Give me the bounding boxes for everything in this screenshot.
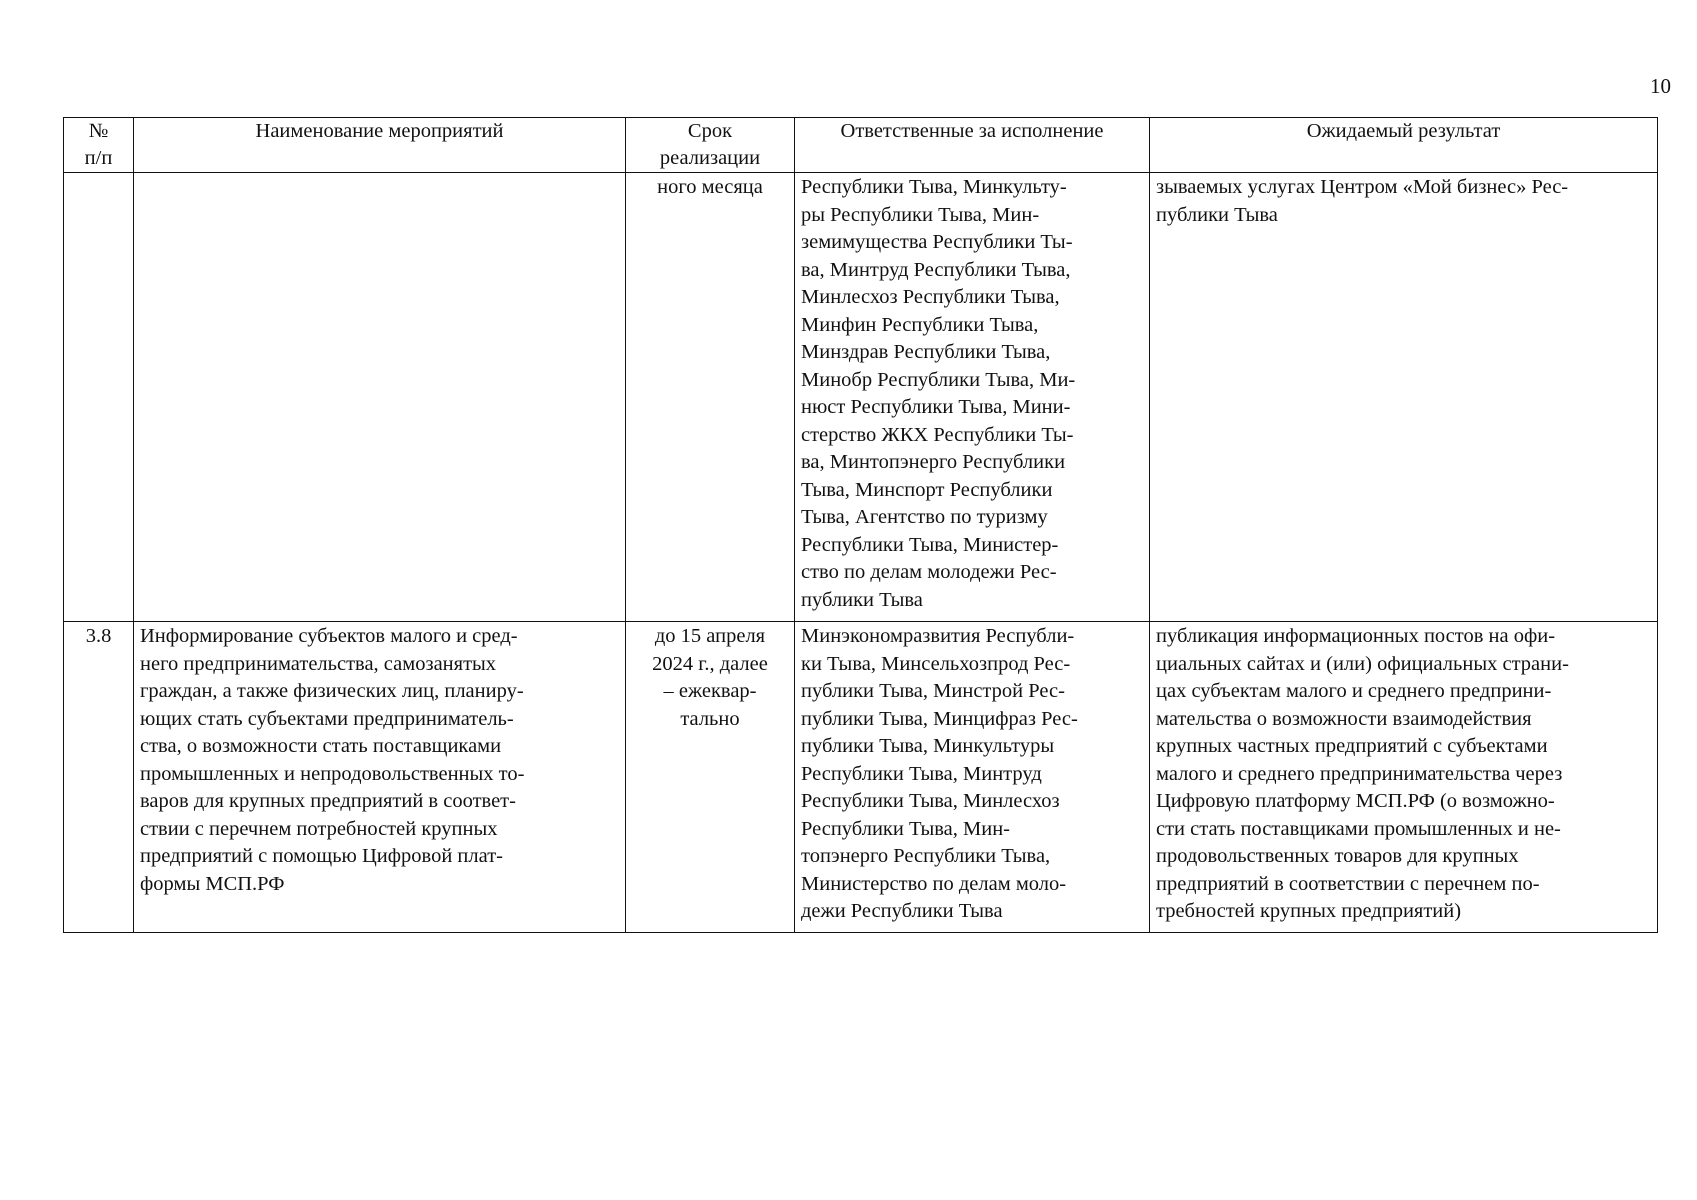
header-term: [626, 118, 795, 173]
cell-result-line: мательства о возможности взаимодействия: [1156, 707, 1532, 730]
cell-responsible-line: Республики Тыва, Мин-: [801, 817, 1010, 840]
header-num: [64, 118, 134, 173]
cell-name-line: Информирование субъектов малого и сред-: [140, 625, 518, 647]
cell-name-line: ствии с перечнем потребностей крупных: [140, 817, 498, 840]
cell-responsible-line: Минфин Республики Тыва,: [801, 313, 1039, 336]
header-num-line: п/п: [84, 147, 113, 169]
cell-result: [1150, 173, 1658, 622]
cell-num: 3.8: [64, 622, 134, 933]
cell-responsible-line: Республики Тыва, Министер-: [801, 533, 1059, 556]
cell-responsible: [795, 622, 1150, 933]
cell-result-line: зываемых услугах Центром «Мой бизнес» Рес-: [1156, 176, 1569, 198]
cell-term-line: 2024 г., далее: [652, 652, 768, 675]
cell-responsible-line: публики Тыва: [801, 588, 923, 611]
cell-result-line: продовольственных товаров для крупных: [1156, 845, 1519, 867]
cell-responsible-line: Министерство по делам моло-: [801, 872, 1067, 895]
cell-responsible-line: ство по делам молодежи Рес-: [801, 561, 1057, 583]
cell-responsible-line: Республики Тыва, Минтруд: [801, 762, 1042, 785]
cell-responsible-line: публики Тыва, Минкультуры: [801, 735, 1055, 757]
cell-name-line: промышленных и непродовольственных то-: [140, 762, 525, 785]
cell-term: [626, 622, 795, 933]
table-row: [64, 622, 1658, 933]
cell-result-line: малого и среднего предпринимательства через: [1156, 762, 1563, 785]
cell-result-line: требностей крупных предприятий): [1156, 900, 1462, 922]
cell-result-line: предприятий в соответствии с перечнем по-: [1156, 872, 1540, 895]
cell-num: [64, 173, 134, 622]
header-row: [64, 118, 1658, 173]
cell-result: [1150, 622, 1658, 933]
cell-responsible-line: Минздрав Республики Тыва,: [801, 341, 1051, 363]
cell-result-line: крупных частных предприятий с субъектами: [1156, 735, 1548, 757]
cell-name-line: ства, о возможности стать поставщиками: [140, 735, 502, 757]
cell-result-line: публики Тыва: [1156, 203, 1278, 226]
cell-term-line: до 15 апреля: [654, 625, 766, 647]
cell-responsible-line: публики Тыва, Минцифраз Рес-: [801, 707, 1078, 730]
cell-responsible-line: публики Тыва, Минстрой Рес-: [801, 680, 1065, 702]
cell-name-line: него предпринимательства, самозанятых: [140, 652, 497, 675]
cell-responsible-line: Минобр Республики Тыва, Ми-: [801, 368, 1076, 391]
cell-responsible-line: ры Республики Тыва, Мин-: [801, 203, 1040, 226]
cell-responsible-line: ки Тыва, Минсельхозпрод Рес-: [801, 652, 1071, 675]
cell-responsible-line: топэнерго Республики Тыва,: [801, 845, 1051, 867]
cell-result-line: публикация информационных постов на офи-: [1156, 625, 1556, 647]
cell-name: [134, 622, 626, 933]
cell-responsible-line: дежи Республики Тыва: [801, 900, 1003, 922]
cell-term-line: ного месяца: [657, 176, 763, 198]
cell-term: [626, 173, 795, 622]
header-responsible: Ответственные за исполнение: [795, 118, 1150, 173]
cell-result-line: циальных сайтах и (или) официальных страни-: [1156, 652, 1569, 675]
table-row: [64, 173, 1658, 622]
cell-result-line: сти стать поставщиками промышленных и не-: [1156, 817, 1561, 840]
header-name: Наименование мероприятий: [134, 118, 626, 173]
cell-name: [134, 173, 626, 622]
cell-responsible-line: Минлесхоз Республики Тыва,: [801, 286, 1060, 308]
cell-name-line: формы МСП.РФ: [140, 872, 285, 895]
measures-table: [63, 117, 1658, 933]
cell-responsible-line: Республики Тыва, Минкульту-: [801, 176, 1067, 198]
cell-name-line: граждан, а также физических лиц, планиру-: [140, 680, 524, 702]
cell-responsible-line: Минэкономразвития Республи-: [801, 625, 1075, 647]
cell-name-line: варов для крупных предприятий в соответ-: [140, 790, 516, 812]
header-num-line: №: [88, 120, 109, 142]
table-header: [64, 118, 1658, 173]
cell-responsible: [795, 173, 1150, 622]
cell-responsible-line: земимущества Республики Ты-: [801, 231, 1073, 253]
header-result: Ожидаемый результат: [1150, 118, 1658, 173]
page-number: 10: [1650, 74, 1671, 98]
cell-responsible-line: нюст Республики Тыва, Мини-: [801, 396, 1071, 418]
header-term-line: Срок: [687, 120, 733, 142]
cell-responsible-line: Тыва, Минспорт Республики: [801, 478, 1053, 501]
cell-name-line: ющих стать субъектами предприниматель-: [140, 707, 514, 730]
cell-term-line: – ежеквар-: [663, 680, 757, 702]
header-term-line: реализации: [659, 147, 761, 169]
cell-responsible-line: ва, Минтопэнерго Республики: [801, 451, 1066, 473]
cell-term-line: тально: [680, 707, 740, 730]
cell-responsible-line: стерство ЖКХ Республики Ты-: [801, 423, 1074, 446]
table-body: [64, 173, 1658, 933]
cell-responsible-line: Тыва, Агентство по туризму: [801, 506, 1048, 528]
cell-result-line: цах субъектам малого и среднего предприни-: [1156, 680, 1552, 702]
cell-name-line: предприятий с помощью Цифровой плат-: [140, 845, 503, 867]
cell-result-line: Цифровую платформу МСП.РФ (о возможно-: [1156, 790, 1555, 812]
cell-responsible-line: Республики Тыва, Минлесхоз: [801, 790, 1060, 812]
cell-responsible-line: ва, Минтруд Республики Тыва,: [801, 258, 1071, 281]
